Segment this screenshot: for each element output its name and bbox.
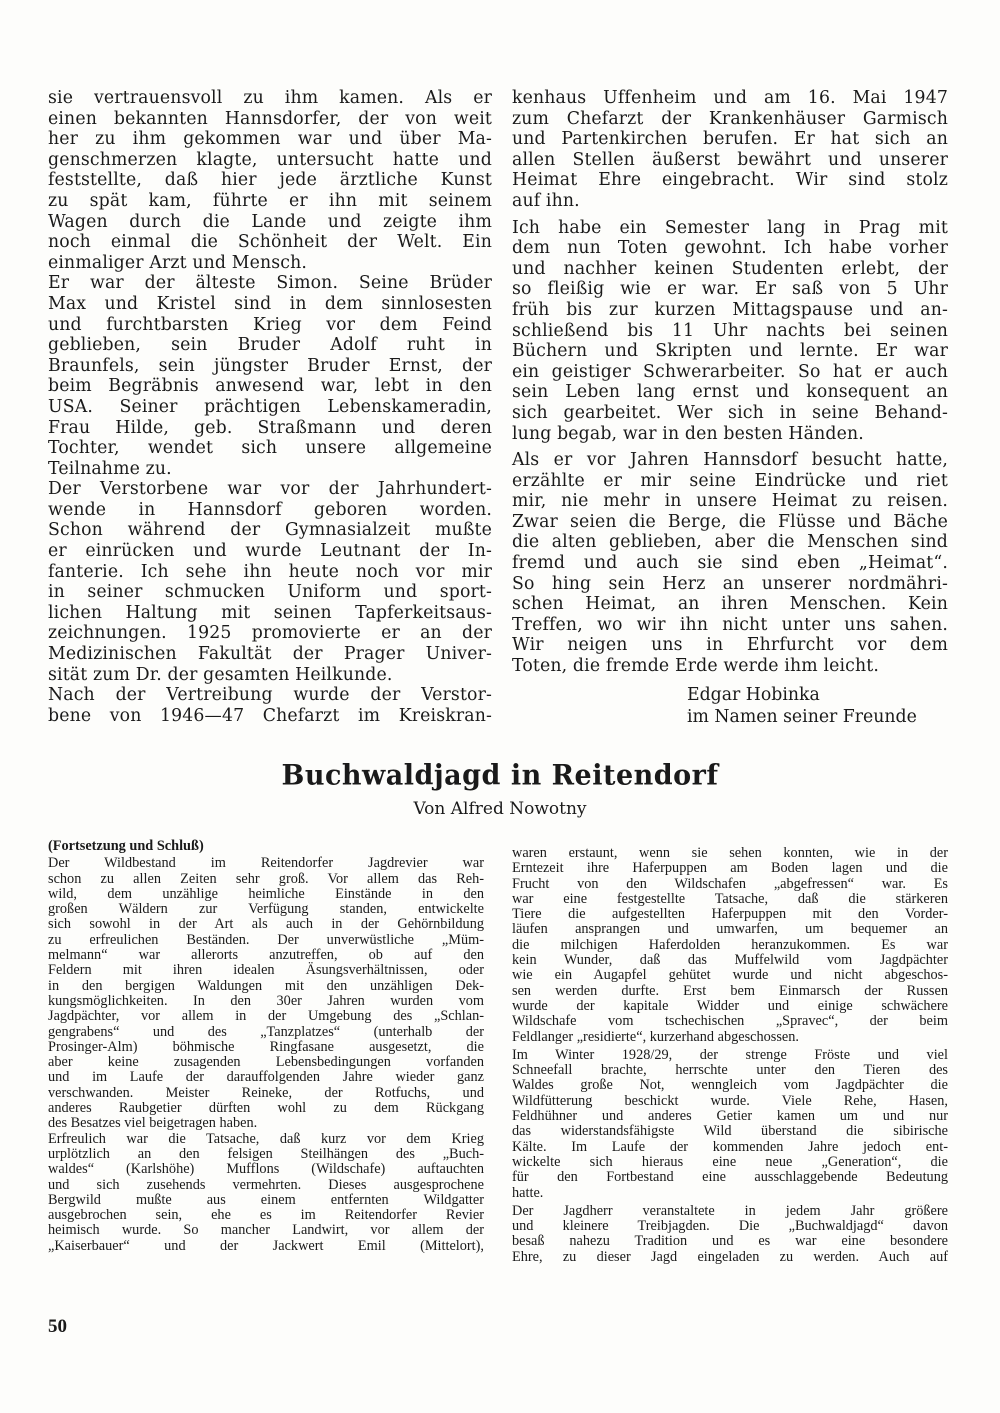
text-line: Bergwild mußte aus einem entfernten Wildgatter <box>48 1191 484 1208</box>
text-line: auf ihn. <box>512 190 580 211</box>
text-line: sen werden durfte. Erst bem Einmarsch der Russen <box>512 982 948 999</box>
text-line: verschwanden. Meister Reineke, der Rotfuchs, und <box>48 1084 484 1101</box>
text-line: Der Verstorbene war vor der Jahrhundert- <box>48 479 492 500</box>
text-line: heimisch wurde. So mancher Landwirt, vor allem der <box>48 1222 484 1239</box>
text-line: Der Wildbestand im Reitendorfer Jagdrevier war <box>48 855 484 872</box>
text-line: für den Fortbestand eine ausschlaggebende Bedeutung <box>512 1169 948 1186</box>
text-line: einmaliger Arzt und Mensch. <box>48 252 308 273</box>
text-line: fanterie. Ich sehe ihn heute noch vor mir <box>48 561 492 582</box>
signature-block <box>687 684 917 728</box>
text-line: Max und Kristel sind in dem sinnlosesten <box>48 293 492 314</box>
obituary-right-column <box>512 88 948 677</box>
text-line: Feldern mit ihren idealen Äsungsverhältnissen, oder <box>48 962 484 979</box>
text-line: Jagdpächter, vor allem in der Umgebung des „Schlan- <box>48 1008 484 1025</box>
text-line: wie ein Augapfel gehütet wurde und nicht abgeschos- <box>512 967 948 984</box>
text-line: Wildfütterung beschickt wurde. Viele Rehe, Hasen, <box>512 1092 948 1109</box>
text-line: allen Stellen äußerst bewährt und unserer <box>512 149 948 170</box>
text-line: und kleinere Treibjagden. Die „Buchwaldjagd“ davon <box>512 1218 948 1235</box>
text-line: und Partenkirchen berufen. Er hat sich an <box>512 129 948 150</box>
hunt-article-left-column <box>48 839 484 1254</box>
text-line: Toten, die fremde Erde werde ihm leicht. <box>512 656 880 677</box>
text-line: Im Winter 1928/29, der strenge Fröste und viel <box>512 1046 948 1063</box>
text-line: beim Begräbnis anwesend war, lebt in den <box>48 376 492 397</box>
text-line: Büchern und Skripten und lernte. Er war <box>512 341 948 362</box>
text-line: Treffen, wo wir ihn nicht unter uns sahen. <box>512 614 948 635</box>
text-line: mir, nie mehr in unsere Heimat zu reisen. <box>512 491 948 512</box>
text-line: geblieben, sein Bruder Adolf ruht in <box>48 335 492 356</box>
page-number: 50 <box>48 1316 67 1337</box>
text-line: dem nun Toten gewohnt. Ich habe vorher <box>512 238 948 259</box>
article-byline: Von Alfred Nowotny <box>413 799 587 819</box>
text-line: wurde der kapitale Widder und einige schwächere <box>512 997 948 1014</box>
text-line: besaß nahezu Tradition und es war eine besondere <box>512 1233 948 1250</box>
text-line: Nach der Vertreibung wurde der Verstor- <box>48 685 492 706</box>
text-line: sität zum Dr. der gesamten Heilkunde. <box>48 664 393 685</box>
text-line: Wir neigen uns in Ehrfurcht vor dem <box>512 635 948 656</box>
text-line: Wildschafe vom tschechischen „Spravec“, der beim <box>512 1013 948 1030</box>
text-line: Medizinischen Fakultät der Prager Univer- <box>48 644 492 665</box>
text-line: bene von 1946—47 Chefarzt im Kreiskran- <box>48 705 492 726</box>
text-line: in seiner schmucken Uniform und sport- <box>48 582 492 603</box>
text-line: kenhaus Uffenheim und am 16. Mai 1947 <box>512 88 948 108</box>
text-line: Feldlanger „residierte“, kurzerhand abgeschossen. <box>512 1028 800 1045</box>
text-line: sich gearbeitet. Wer sich in seine Behand- <box>512 402 948 423</box>
text-line: einen bekannten Hannsdorfer, der von weit <box>48 108 492 129</box>
text-line: lichen Haltung mit seinen Tapferkeitsaus- <box>48 602 492 623</box>
text-line: Er war der älteste Simon. Seine Brüder <box>48 273 492 294</box>
text-line: urplötzlich an den felsigen Steilhängen des „Buch- <box>48 1145 484 1162</box>
text-line: so fleißig wie er war. Er saß von 5 Uhr <box>512 279 948 300</box>
text-line: wickelte sich hieraus eine neue „Generation“, die <box>512 1153 948 1170</box>
signature-note: im Namen seiner Freunde <box>687 707 917 727</box>
text-line: und nachher keinen Studenten erlebt, der <box>512 258 948 279</box>
obituary-left-column <box>48 88 492 726</box>
text-line: und furchtbarsten Krieg vor dem Feind <box>48 314 492 335</box>
text-line: Erntezeit ihre Haferpuppen am Boden lagen und die <box>512 860 948 877</box>
text-line: ein geistiger Schwerarbeiter. So hat er auch <box>512 361 948 382</box>
text-line: sein Leben lang ernst und konsequent an <box>512 382 948 403</box>
text-line: schließend bis 11 Uhr nachts bei seinen <box>512 320 948 341</box>
text-line: Ich habe ein Semester lang in Prag mit <box>512 217 948 238</box>
text-line: Prosinger-Alm) böhmische Ringfasane ausgesetzt, die <box>48 1038 484 1055</box>
text-line: schen Heimat, an ihren Menschen. Kein <box>512 594 948 615</box>
text-line: Waldes große Not, wenngleich vom Jagdpächter die <box>512 1077 948 1094</box>
text-line: Feldhühner und anderes Getier kamen um und nur <box>512 1108 948 1125</box>
text-line: wild, dem unzählige heimliche Einstände in den <box>48 885 484 902</box>
text-line: läufen ansprangen und umwarfen, um bequemer an <box>512 921 948 938</box>
text-line: er einrücken und wurde Leutnant der In- <box>48 541 492 562</box>
text-line: ausgebrochen sein, ehe es im Reitendorfer Revier <box>48 1207 484 1224</box>
text-line: „Kaiserbauer“ und der Jackwert Emil (Mittelort), <box>48 1237 484 1254</box>
text-line: hatte. <box>512 1184 544 1201</box>
hunt-article-right-column <box>512 846 948 1265</box>
text-line: melmann“ war allerorts anzutreffen, ob auf den <box>48 947 484 964</box>
text-line: sie vertrauensvoll zu ihm kamen. Als er <box>48 88 492 108</box>
text-line: Als er vor Jahren Hannsdorf besucht hatte, <box>512 450 948 471</box>
text-line: waldes“ (Karlshöhe) Mufflons (Wildschafe) auftauchten <box>48 1161 484 1178</box>
text-line: wende in Hannsdorf geboren worden. <box>48 499 492 520</box>
text-line: Frau Hilde, geb. Straßmann und deren <box>48 417 492 438</box>
text-line: So hing sein Herz an unserer nordmähri- <box>512 573 948 594</box>
text-line: zu spät kam, führte er ihn mit seinem <box>48 190 492 211</box>
text-line: Braunfels, sein jüngster Bruder Ernst, der <box>48 355 492 376</box>
text-line: USA. Seiner prächtigen Lebenskameradin, <box>48 396 492 417</box>
text-line: Frucht von den Wildschafen „abgefressen“ war. Es <box>512 875 948 892</box>
text-line: Schon während der Gymnasialzeit mußte <box>48 520 492 541</box>
text-line: und im Laufe der darauffolgenden Jahre wieder ganz <box>48 1069 484 1086</box>
text-line: Wagen durch die Lande und zeigte ihm <box>48 211 492 232</box>
text-line: des Besatzes viel beigetragen haben. <box>48 1115 258 1132</box>
text-line: erzählte er mir seine Eindrücke und riet <box>512 470 948 491</box>
text-line: Zwar seien die Berge, die Flüsse und Bäche <box>512 511 948 532</box>
text-line: sich sowohl in der Art als auch in der Gehörnbildung <box>48 916 484 933</box>
text-line: kein Wunder, daß das Muffelwild vom Jagdpächter <box>512 952 948 969</box>
text-line: schon zu allen Zeiten sehr groß. Vor allem das Reh- <box>48 870 484 887</box>
text-line: früh bis zur kurzen Mittagspause und an- <box>512 299 948 320</box>
text-line: her zu ihm gekommen war und über Ma- <box>48 129 492 150</box>
text-line: das widerstandsfähigste Wild überstand die sibirische <box>512 1123 948 1140</box>
text-line: waren erstaunt, wenn sie sehen konnten, wie in der <box>512 845 948 861</box>
text-line: Schneefall brachte, herrschte unter den Tieren des <box>512 1062 948 1079</box>
text-line: anderes Raubgetier dürften wohl zu dem Rückgang <box>48 1100 484 1117</box>
text-line: in den bergigen Waldungen mit den unzähligen Dek- <box>48 977 484 994</box>
text-line: Heimat Ehre eingebracht. Wir sind stolz <box>512 170 948 191</box>
article-title: Buchwaldjagd in Reitendorf <box>281 759 719 792</box>
text-line: fremd und auch sie sind eben „Heimat“. <box>512 553 948 574</box>
text-line: Ehre, zu dieser Jagd eingeladen zu werden. Auch auf <box>512 1248 948 1265</box>
text-line: die milchigen Haferdolden heranzukommen. Es war <box>512 936 948 953</box>
continuation-subhead: (Fortsetzung und Schluß) <box>48 838 204 854</box>
text-line: Teilnahme zu. <box>48 458 172 479</box>
text-line: Tiere die aufgestellten Haferpuppen mit den Vorder- <box>512 906 948 923</box>
text-line: war eine festgestellte Tatsache, daß die stärkeren <box>512 890 948 907</box>
text-line: zu erfreulichen Beständen. Der unverwüstliche „Müm- <box>48 931 484 948</box>
text-line: zum Chefarzt der Krankenhäuser Garmisch <box>512 108 948 129</box>
text-line: Kälte. Im Laufe der kommenden Jahre jedoch ent- <box>512 1138 948 1155</box>
text-line: die alten geblieben, aber die Menschen sind <box>512 532 948 553</box>
text-line: großen Wäldern zur Verfügung standen, entwickelte <box>48 901 484 918</box>
text-line: noch einmal die Schönheit der Welt. Ein <box>48 232 492 253</box>
text-line: Der Jagdherr veranstaltete in jedem Jahr größere <box>512 1202 948 1219</box>
text-line: feststellte, daß hier jede ärztliche Kunst <box>48 170 492 191</box>
text-line: kungsmöglichkeiten. In den 30er Jahren wurden vom <box>48 992 484 1009</box>
text-line: Erfreulich war die Tatsache, daß kurz vor dem Krieg <box>48 1130 484 1147</box>
text-line: lung begab, war in den besten Händen. <box>512 423 864 444</box>
text-line: Tochter, wendet sich unsere allgemeine <box>48 438 492 459</box>
text-line: zeichnungen. 1925 promovierte er an der <box>48 623 492 644</box>
text-line: gengrabens“ und des „Tanzplatzes“ (unterhalb der <box>48 1023 484 1040</box>
text-line: aber keine zusagenden Lebensbedingungen vorfanden <box>48 1054 484 1071</box>
text-line: genschmerzen klagte, untersucht hatte und <box>48 149 492 170</box>
signature-name: Edgar Hobinka <box>687 685 820 705</box>
text-line: und sich zusehends vermehrten. Dieses ausgesprochene <box>48 1176 484 1193</box>
